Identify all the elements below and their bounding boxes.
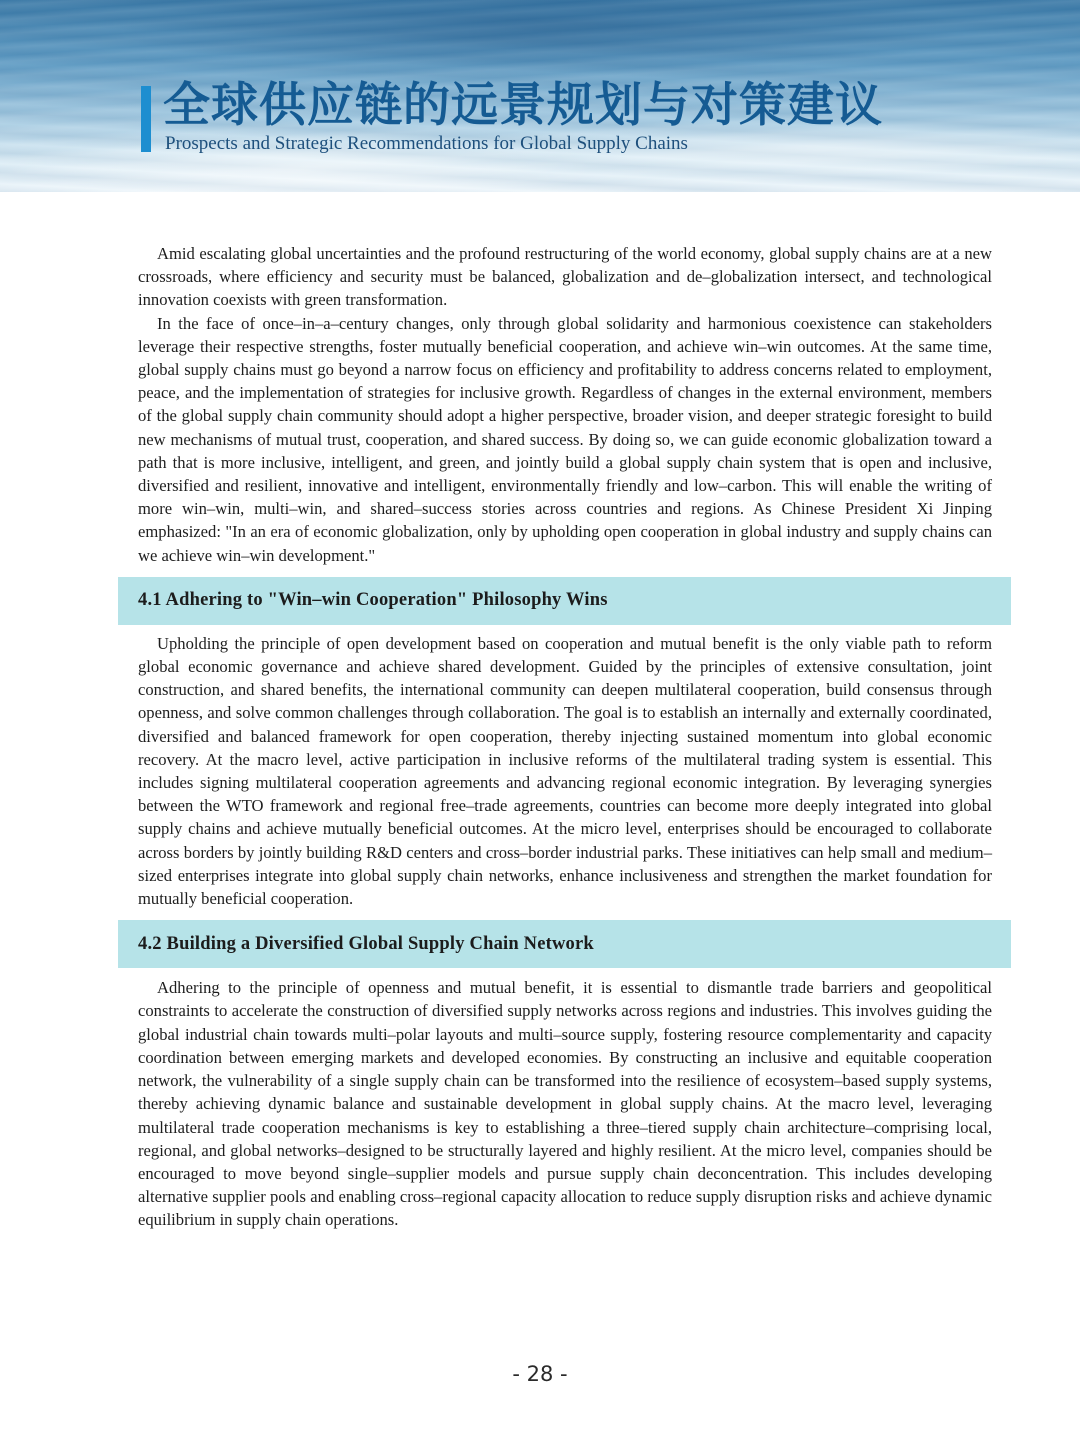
article-body — [138, 242, 992, 1232]
chapter-title-english: Prospects and Strategic Recommendations for Global Supply Chains — [165, 133, 688, 154]
intro-paragraph-1: Amid escalating global uncertainties and the profound restructuring of the world economy, global supply chains are at a new crossroads, where efficiency and security must be balanced, globalization and de–globalization intersect, and technological innovation coexists with green transformation. — [138, 244, 992, 310]
section-4-2-paragraph: Adhering to the principle of openness and mutual benefit, it is essential to dismantle trade barriers and geopolitical constraints to accelerate the construction of diversified supply networks across regions and industries. This involves guiding the global industrial chain towards multi–polar layouts and multi–source supply, fostering resource complementarity and capacity coordination between emerging markets and developed economies. By constructing an inclusive and equitable cooperation network, the vulnerability of a single supply chain can be transformed into the resilience of ecosystem–based supply systems, thereby achieving dynamic balance and sustainable development in global supply chains. At the macro level, leveraging multilateral trade cooperation mechanisms is key to establishing a three–tiered supply chain architecture–comprising local, regional, and global networks–designed to be structurally layered and highly resilient. At the micro level, companies should be encouraged to move beyond single–supplier models and pursue supply chain deconcentration. This includes developing alternative supplier pools and enabling cross–regional capacity allocation to reduce supply disruption risks and achieve dynamic equilibrium in supply chain operations. — [138, 978, 992, 1230]
section-4-2-heading: 4.2 Building a Diversified Global Supply Chain Network — [138, 933, 594, 954]
page-number: - 28 - — [512, 1362, 568, 1386]
header-banner — [0, 0, 1080, 192]
section-4-1-header — [118, 577, 1011, 625]
chapter-title-chinese: 全球供应链的远景规划与对策建议 — [163, 78, 883, 133]
section-4-1-paragraph: Upholding the principle of open development based on cooperation and mutual benefit is the only viable path to reform global economic governance and achieve shared development. Guided by the principles of extensive consultation, joint construction, and shared benefits, the international community can deepen multilateral cooperation, build consensus through openness, and solve common challenges through collaboration. The goal is to establish an internally and externally coordinated, diversified and balanced framework for open cooperation, thereby injecting sustained momentum into global economic recovery. At the macro level, active participation in inclusive reforms of the multilateral trading system is essential. This includes signing multilateral cooperation agreements and advancing regional economic integration. By leveraging synergies between the WTO framework and regional free–trade agreements, countries can become more deeply integrated into global supply chains and achieve mutually beneficial outcomes. At the micro level, enterprises should be encouraged to collaborate across borders by jointly building R&D centers and cross–border industrial parks. These initiatives can help small and medium–sized enterprises integrate into global supply chain networks, enhance inclusiveness and strengthen the market foundation for mutually beneficial cooperation. — [138, 633, 992, 909]
section-4-2-header — [118, 920, 1011, 968]
title-accent-bar — [141, 86, 151, 152]
section-4-1-heading: 4.1 Adhering to "Win–win Cooperation" Philosophy Wins — [138, 590, 608, 611]
intro-paragraph-2: In the face of once–in–a–century changes, only through global solidarity and harmonious coexistence can stakeholders leverage their respective strengths, foster mutually beneficial cooperation, and achieve win–win outcomes. At the same time, global supply chains must go beyond a narrow focus on efficiency and profitability to address concerns related to employment, peace, and the implementation of strategies for inclusive growth. Regardless of changes in the external environment, members of the global supply chain community should adopt a higher perspective, broader vision, and deeper strategic foresight to build new mechanisms of mutual trust, cooperation, and shared success. By doing so, we can guide economic globalization toward a path that is more inclusive, intelligent, and green, and jointly build a global supply chain system that is open and inclusive, diversified and resilient, innovative and intelligent, environmentally friendly and low–carbon. This will enable the writing of more win–win, multi–win, and shared–success stories across countries and regions. As Chinese President Xi Jinping emphasized: "In an era of economic globalization, only by upholding open cooperation in global industry and supply chains can we achieve win–win development." — [138, 313, 992, 565]
